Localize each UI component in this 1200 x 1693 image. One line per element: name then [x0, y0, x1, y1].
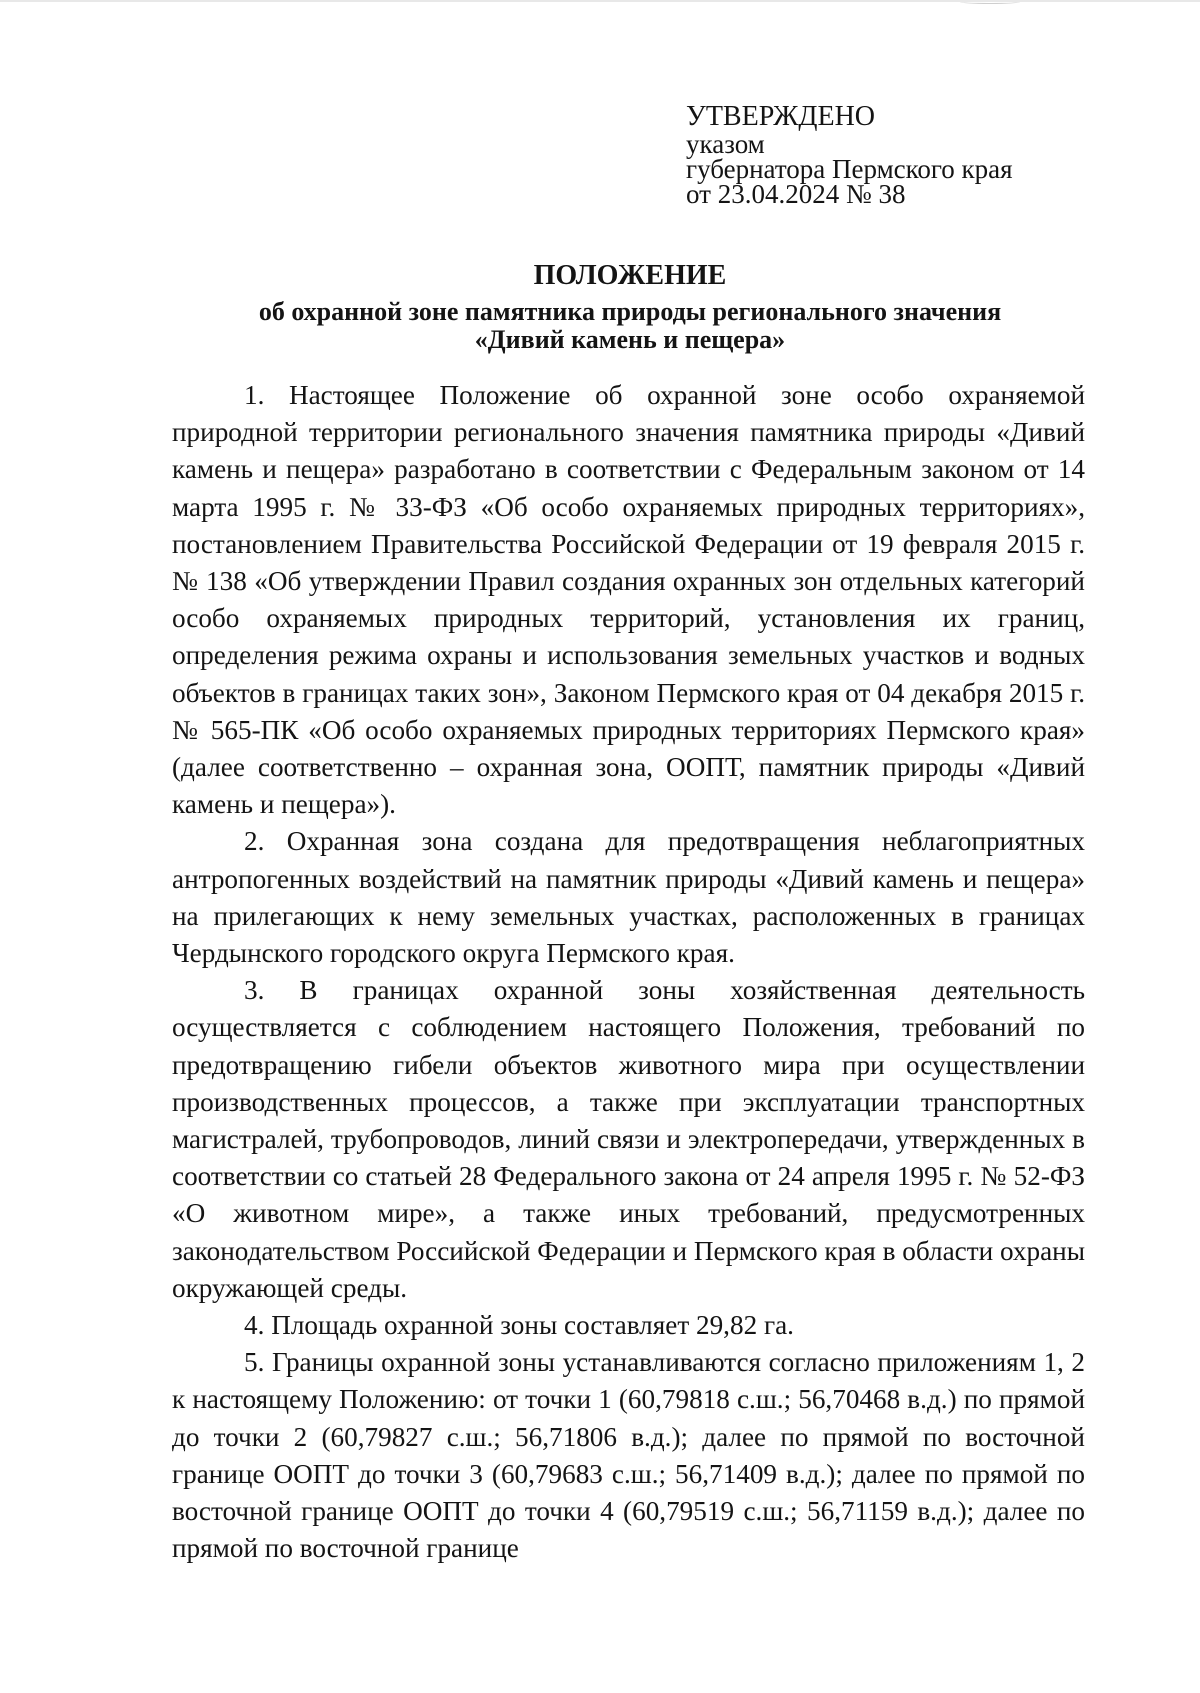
- document-body: [172, 377, 1085, 1568]
- paragraph-2: 2. Охранная зона создана для предотвращения неблагоприятных антропогенных воздействий на памятник природы «Дивий камень и пещера» на прилегающих к нему земельных участках, расположенных в границах Чердынского городского округа Пермского края.: [172, 826, 1085, 969]
- document-title: ПОЛОЖЕНИЕ: [533, 260, 727, 291]
- document-subtitle: [0, 298, 1200, 354]
- subtitle-line-1: об охранной зоне памятника природы регионального значения: [258, 297, 1002, 326]
- scan-edge-line: [0, 0, 1200, 2]
- paragraph-5: 5. Границы охранной зоны устанавливаются согласно приложениям 1, 2 к настоящему Положению: от точки 1 (60,79818 с.ш.; 56,70468 в.д.) по прямой до точки 2 (60,79827 с.ш.; 56,71806 в.д.); далее по прямой по восточной границе ООПТ до точки 3 (60,79683 с.ш.; 56,71409 в.д.); далее по прямой по восточной границе ООПТ до точки 4 (60,79519 с.ш.; 56,71159 в.д.); далее по прямой по восточной границе: [172, 1347, 1085, 1564]
- paragraph-3: 3. В границах охранной зоны хозяйственная деятельность осуществляется с соблюдением настоящего Положения, требований по предотвращению гибели объектов животного мира при осуществлении производственных процессов, а также при эксплуатации транспортных магистралей, трубопроводов, линий связи и электропередачи, утвержденных в соответствии со статьей 28 Федерального закона от 24 апреля 1995 г. № 52-ФЗ «О животном мире», а также иных требований, предусмотренных законодательством Российской Федерации и Пермского края в области охраны окружающей среды.: [172, 975, 1085, 1303]
- approval-line-governor: губернатора Пермского края: [686, 154, 1013, 184]
- paragraph-1: 1. Настоящее Положение об охранной зоне особо охраняемой природной территории регионального значения памятника природы «Дивий камень и пещера» разработано в соответствии с Федеральным законом от 14 марта 1995 г. № 33-ФЗ «Об особо охраняемых природных территориях», постановлением Правительства Российской Федерации от 19 февраля 2015 г. № 138 «Об утверждении Правил создания охранных зон отдельных категорий особо охраняемых природных территорий, установления их границ, определения режима охраны и использования земельных участков и водных объектов в границах таких зон», Законом Пермского края от 04 декабря 2015 г. № 565-ПК «Об особо охраняемых природных территориях Пермского края» (далее соответственно – охранная зона, ООПТ, памятник природы «Дивий камень и пещера»).: [172, 380, 1085, 820]
- subtitle-line-2: «Дивий камень и пещера»: [474, 325, 786, 354]
- approval-line-date: от 23.04.2024 № 38: [686, 179, 906, 209]
- approval-line-decree: указом: [686, 129, 765, 159]
- paragraph-4: 4. Площадь охранной зоны составляет 29,82 га.: [244, 1310, 794, 1341]
- approval-block: [686, 102, 1106, 207]
- scan-edge-mark: [960, 0, 1020, 4]
- approval-heading: УТВЕРЖДЕНО: [686, 101, 876, 132]
